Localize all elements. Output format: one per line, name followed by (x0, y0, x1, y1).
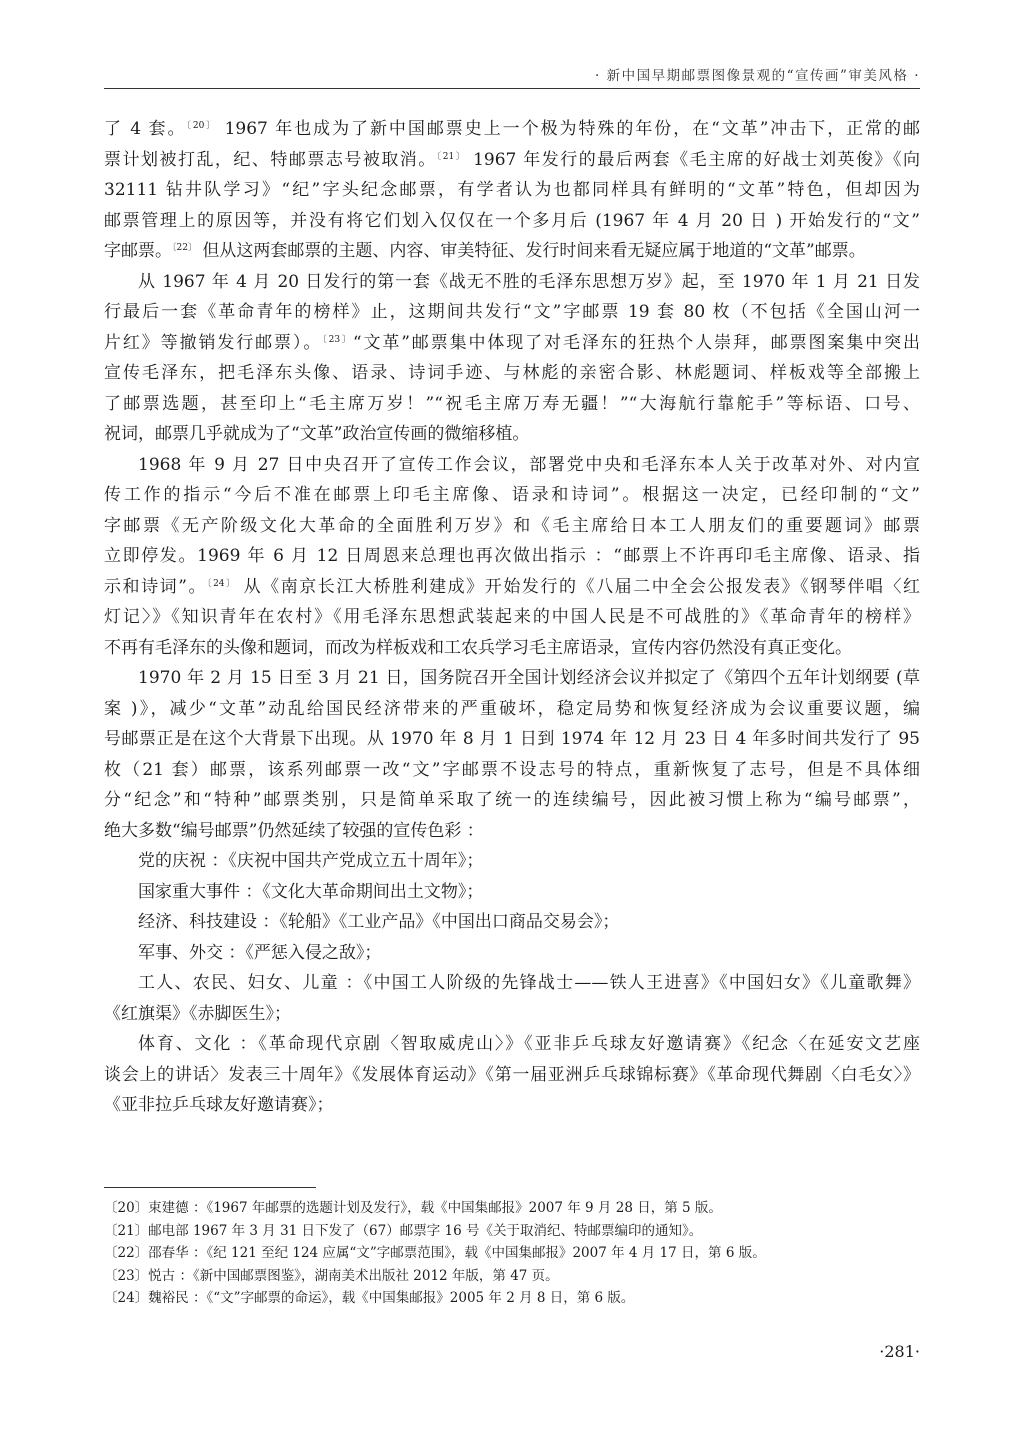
footnote-ref: 〔24〕 (207, 578, 237, 589)
body-line: 绝大多数“编号邮票”仍然延续了较强的宣传色彩 ： (104, 820, 484, 841)
footnote: 〔22〕邵春华 ：《纪 121 至纪 124 应属“文”字邮票范围》，载《中国集邮报》2007 年 4 月 17 日，第 6 版。 (104, 1245, 766, 1261)
body-line: 示和诗词”。$^{〔24〕}$ 从《南京长江大桥胜利建成》开始发行的《八届二中全会公报发表》《钢琴伴唱〈红 (104, 576, 921, 597)
body-line: 1968 年 9 月 27 日中央召开了宣传工作会议，部署党中央和毛泽东本人关于改革对外、对内宣 (138, 454, 920, 475)
footnote: 〔21〕邮电部 1967 年 3 月 31 日下发了（67）邮票字 16 号《关于取消纪、特邮票编印的通知》。 (104, 1222, 703, 1239)
list-item: 军事、外交 ：《严惩入侵之敌》； (138, 942, 382, 963)
body-line: 1970 年 2 月 15 日至 3 月 21 日，国务院召开全国计划经济会议并拟定了《第四个五年计划纲要 (草 (138, 668, 920, 688)
body-line: 不再有毛泽东的头像和题词，而改为样板戏和工农兵学习毛主席语录，宣传内容仍然没有真正变化。 (104, 637, 852, 658)
body-line: 号邮票正是在这个大背景下出现。从 1970 年 8 月 1 日到 1974 年 12 月 23 日 4 年多时间共发行了 95 (104, 729, 920, 749)
body-line: 从 1967 年 4 月 20 日发行的第一套《战无不胜的毛泽东思想万岁》起，至 1970 年 1 月 21 日发 (138, 271, 920, 292)
body-line: 邮票管理上的原因等，并没有将它们划入仅仅在一个多月后 (1967 年 4 月 20 日 ) 开始发行的“文” (104, 210, 920, 231)
list-item: 党的庆祝 ：《庆祝中国共产党成立五十周年》； (138, 851, 484, 871)
list-item: 体育、文化 ：《革命现代京剧〈智取威虎山〉》《亚非乒乓球友好邀请赛》《纪念〈在延安文艺座 (138, 1034, 920, 1054)
footnote-ref: 〔21〕 (436, 151, 467, 162)
body-line: 案 )》，减少“文革”动乱给国民经济带来的严重破坏，稳定局势和恢复经济成为会议重要议题，编 (104, 698, 920, 719)
body-text (104, 114, 920, 1121)
body-line: 了邮票选题，甚至印上“毛主席万岁！”“祝毛主席万寿无疆！”“大海航行靠舵手”等标语、口号、 (104, 393, 920, 414)
header-title: · 新中国早期邮票图像景观的“宣传画”审美风格 · (595, 68, 920, 84)
body-line: 传工作的指示“今后不准在邮票上印毛主席像、语录和诗词”。根据这一决定，已经印制的“文” (104, 485, 920, 505)
running-header (104, 56, 920, 89)
body-line: 字邮票。$^{〔22〕}$ 但从这两套邮票的主题、内容、审美特征、发行时间来看无疑应属于地道的“文革”邮票。 (104, 241, 866, 261)
footnote-ref: 〔23〕 (322, 334, 353, 345)
footnote-ref: 〔20〕 (186, 121, 218, 131)
body-line: 字邮票《无产阶级文化大革命的全面胜利万岁》和《毛主席给日本工人朋友们的重要题词》邮票 (104, 515, 920, 536)
body-line: 行最后一套《革命青年的榜样》止，这期间共发行“文”字邮票 19 套 80 枚（不包括《全国山河一 (104, 302, 920, 322)
body-line: 了 4 套。$^{〔20〕}$ 1967 年也成为了新中国邮票史上一个极为特殊的年份，在“文革”冲击下，正常的邮 (104, 119, 921, 139)
footnote-ref: 〔22〕 (172, 243, 197, 253)
footnote: 〔20〕束建德 ：《1967 年邮票的选题计划及发行》，载《中国集邮报》2007 年 9 月 28 日，第 5 版。 (104, 1200, 722, 1216)
page-number: ·281· (879, 1342, 920, 1361)
list-item: 国家重大事件 ：《文化大革命期间出土文物》； (138, 881, 484, 902)
footnote: 〔23〕悦古 ：《新中国邮票图鉴》，湖南美术出版社 2012 年版，第 47 页。 (104, 1267, 559, 1284)
list-item: 经济、科技建设 ：《轮船》《工业产品》《中国出口商品交易会》； (138, 912, 620, 932)
body-line: 祝词，邮票几乎就成为了“文革”政治宣传画的微缩移植。 (104, 424, 530, 444)
body-line: 灯记〉》《知识青年在农村》《用毛泽东思想武装起来的中国人民是不可战胜的》《革命青年的榜样》 (104, 607, 920, 627)
body-line: 枚（21 套）邮票，该系列邮票一改“文”字邮票不设志号的特点，重新恢复了志号，但是不具体细 (104, 759, 920, 780)
footnote-separator (104, 1187, 316, 1188)
body-line: 立即停发。1969 年 6 月 12 日周恩来总理也再次做出指示 ：“邮票上不许再印毛主席像、语录、指 (104, 546, 920, 566)
body-line: 票计划被打乱，纪、特邮票志号被取消。$^{〔21〕}$ 1967 年发行的最后两套《毛主席的好战士刘英俊》《向 (104, 149, 921, 170)
body-line: 32111 钻井队学习》“纪”字头纪念邮票，有学者认为也都同样具有鲜明的“文革”特色，但却因为 (104, 180, 920, 200)
body-line: 片红》等撤销发行邮票）。$^{〔23〕}$“文革”邮票集中体现了对毛泽东的狂热个人崇拜，邮票图案集中突出 (104, 332, 921, 353)
footnote: 〔24〕魏裕民 ：《“文”字邮票的命运》，载《中国集邮报》2005 年 2 月 8 日，第 6 版。 (104, 1290, 635, 1306)
list-item-continuation: 《红旗渠》《赤脚医生》； (104, 1003, 291, 1024)
list-item-continuation: 谈会上的讲话〉发表三十周年》《发展体育运动》《第一届亚洲乒乓球锦标赛》《革命现代舞剧〈白毛女〉》 (104, 1064, 920, 1085)
list-item-continuation: 《亚非拉乒乓球友好邀请赛》； (104, 1095, 334, 1115)
body-line: 分“纪念”和“特种”邮票类别，只是简单采取了统一的连续编号，因此被习惯上称为“编号邮票”， (104, 790, 920, 810)
footnotes (104, 1197, 920, 1310)
list-item: 工人、农民、妇女、儿童 ：《中国工人阶级的先锋战士——铁人王进喜》《中国妇女》《儿童歌舞》 (138, 973, 920, 993)
body-line: 宣传毛泽东，把毛泽东头像、语录、诗词手迹、与林彪的亲密合影、林彪题词、样板戏等全部搬上 (104, 363, 920, 383)
